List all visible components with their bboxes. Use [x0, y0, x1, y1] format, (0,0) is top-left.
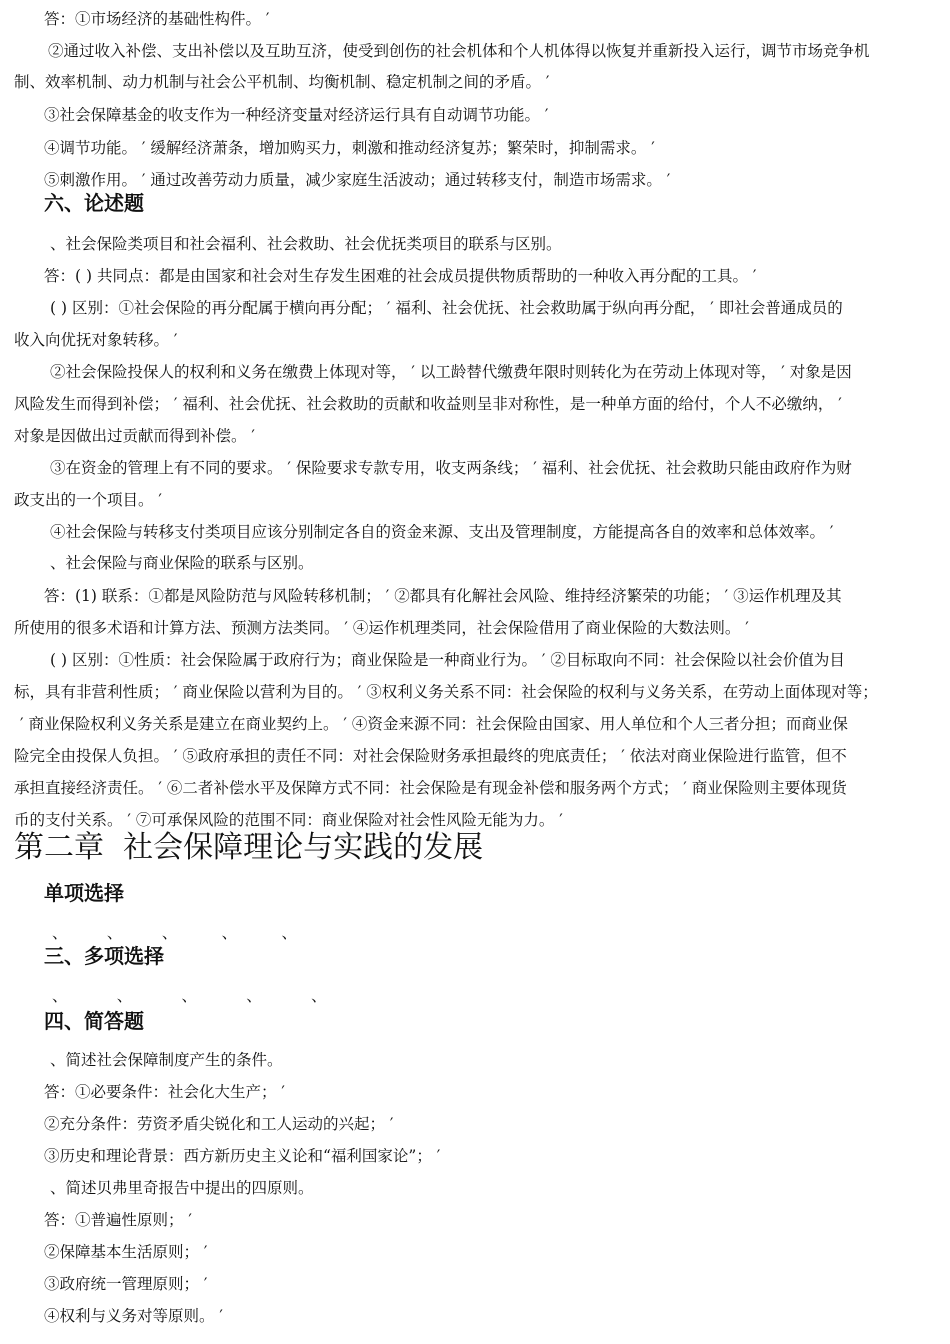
text-line: 收入向优抚对象转移。 ′ [14, 331, 178, 349]
text-line: 政支出的一个项目。 ′ [14, 491, 162, 509]
text-line: ②通过收入补偿、支出补偿以及互助互济，使受到创伤的社会机体和个人机体得以恢复并重新投入运行，调节市场竞争机 [48, 42, 870, 60]
text-line: 答：①普遍性原则； ′ [44, 1211, 192, 1229]
text-line: 风险发生而得到补偿； ′ 福利、社会优抚、社会救助的贡献和收益则呈非对称性，是一种单方面的给付，个人不必缴纳， ′ [14, 395, 842, 413]
text-line: 承担直接经济责任。 ′ ⑥二者补偿水平及保障方式不同：社会保险是有现金补偿和服务两个方式； ′ 商业保险则主要体现货 [14, 779, 847, 797]
text-line: 、社会保险类项目和社会福利、社会救助、社会优抚类项目的联系与区别。 [50, 235, 562, 253]
text-line: 对象是因做出过贡献而得到补偿。 ′ [14, 427, 255, 445]
text-line: ③社会保障基金的收支作为一种经济变量对经济运行具有自动调节功能。 ′ [44, 106, 549, 124]
text-line: ②保障基本生活原则； ′ [44, 1243, 208, 1261]
text-line: ⑤刺激作用。 ′ 通过改善劳动力质量，减少家庭生活波动；通过转移支付，制造市场需求。 ′ [44, 171, 671, 189]
text-line: 答：①必要条件：社会化大生产； ′ [44, 1083, 285, 1101]
answer-blanks-row: 、 、 、 、 、 [52, 924, 298, 942]
text-line: 、社会保险与商业保险的联系与区别。 [50, 554, 314, 572]
section-heading: 单项选择 [44, 881, 124, 905]
text-line: 制、效率机制、动力机制与社会公平机制、均衡机制、稳定机制之间的矛盾。 ′ [14, 73, 550, 91]
text-line: ( ) 区别：①性质：社会保险属于政府行为；商业保险是一种商业行为。 ′ ②目标取向不同：社会保险以社会价值为目 [50, 651, 845, 669]
text-line: 、简述贝弗里奇报告中提出的四原则。 [50, 1179, 314, 1197]
section-heading: 四、简答题 [44, 1009, 144, 1033]
text-line: 标，具有非营利性质； ′ 商业保险以营利为目的。 ′ ③权利义务关系不同：社会保险的权利与义务关系，在劳动上面体现对等； [14, 683, 878, 701]
text-line: 所使用的很多术语和计算方法、预测方法类同。 ′ ④运作机理类同，社会保险借用了商业保险的大数法则。 ′ [14, 619, 749, 637]
chapter-title: 第二章 社会保障理论与实践的发展 [14, 830, 484, 865]
text-line: 、简述社会保障制度产生的条件。 [50, 1051, 283, 1069]
text-line: ′ 商业保险权利义务关系是建立在商业契约上。 ′ ④资金来源不同：社会保险由国家、用人单位和个人三者分担；而商业保 [20, 715, 848, 733]
text-line: ②社会保险投保人的权利和义务在缴费上体现对等， ′ 以工龄替代缴费年限时则转化为在劳动上体现对等， ′ 对象是因 [50, 363, 852, 381]
section-heading: 六、论述题 [44, 191, 144, 215]
text-line: 险完全由投保人负担。 ′ ⑤政府承担的责任不同：对社会保险财务承担最终的兜底责任； ′ 依法对商业保险进行监管，但不 [14, 747, 847, 765]
text-line: ③历史和理论背景：西方新历史主义论和“福利国家论”； ′ [44, 1147, 441, 1165]
text-line: ②充分条件：劳资矛盾尖锐化和工人运动的兴起； ′ [44, 1115, 394, 1133]
text-line: ④调节功能。 ′ 缓解经济萧条，增加购买力，刺激和推动经济复苏；繁荣时，抑制需求。 ′ [44, 139, 655, 157]
text-line: 答：(1) 联系：①都是风险防范与风险转移机制； ′ ②都具有化解社会风险、维持经济繁荣的功能； ′ ③运作机理及其 [44, 587, 842, 605]
text-line: 答：( ) 共同点：都是由国家和社会对生存发生困难的社会成员提供物质帮助的一种收入再分配的工具。 ′ [44, 267, 757, 285]
text-line: ③政府统一管理原则； ′ [44, 1275, 208, 1293]
text-line: ③在资金的管理上有不同的要求。 ′ 保险要求专款专用，收支两条线； ′ 福利、社会优抚、社会救助只能由政府作为财 [50, 459, 852, 477]
text-line: ( ) 区别：①社会保险的再分配属于横向再分配； ′ 福利、社会优抚、社会救助属于纵向再分配， ′ 即社会普通成员的 [50, 299, 843, 317]
text-line: ④社会保险与转移支付类项目应该分别制定各自的资金来源、支出及管理制度，方能提高各自的效率和总体效率。 ′ [50, 523, 834, 541]
section-heading: 三、多项选择 [44, 944, 164, 968]
text-line: ④权利与义务对等原则。 ′ [44, 1307, 223, 1325]
answer-blanks-row: 、 、 、 、 、 [52, 987, 327, 1005]
text-line: 币的支付关系。 ′ ⑦可承保风险的范围不同：商业保险对社会性风险无能为力。 ′ [14, 811, 563, 829]
text-line: 答：①市场经济的基础性构件。 ′ [44, 10, 270, 28]
